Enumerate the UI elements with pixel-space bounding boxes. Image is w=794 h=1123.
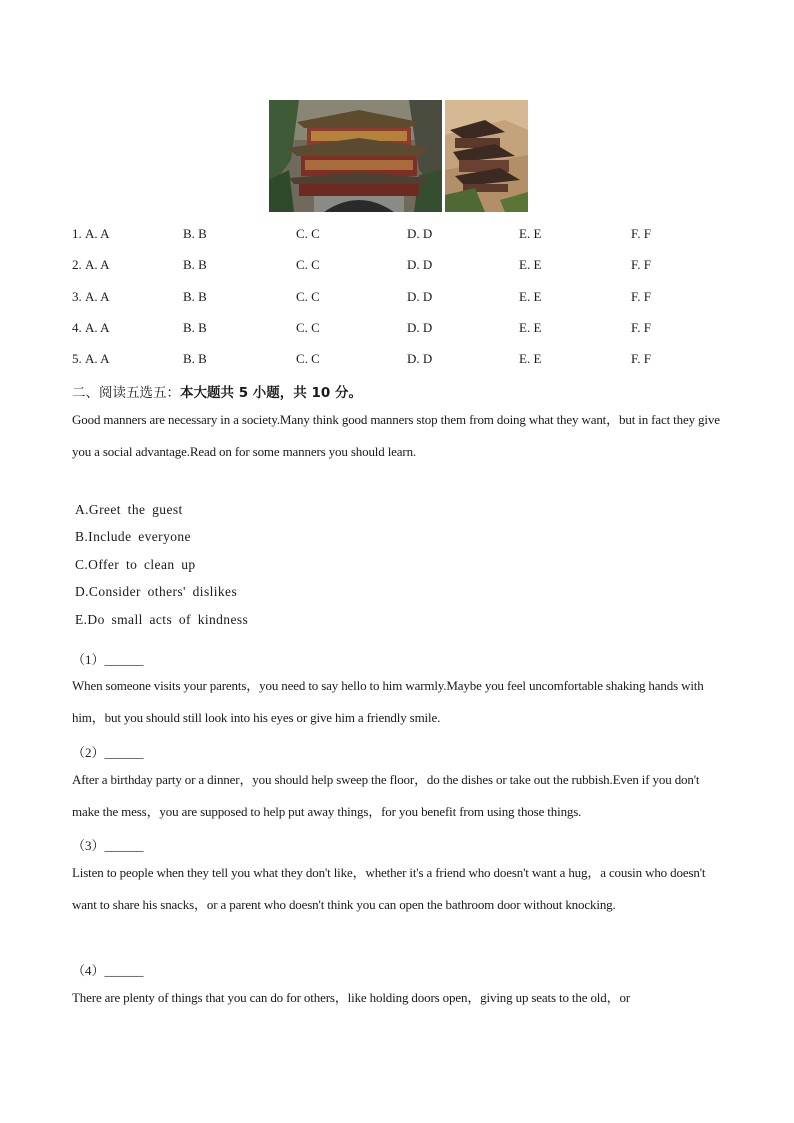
blank-2[interactable]: （2）______	[72, 745, 144, 760]
option-f[interactable]: F. F	[631, 257, 651, 272]
option-c[interactable]: C. C	[296, 226, 320, 241]
option-b[interactable]: B. B	[183, 320, 207, 335]
temple-bridge-photo	[269, 100, 442, 212]
option-d[interactable]: D. D	[407, 320, 433, 335]
choice-c: C.Offer to clean up	[75, 557, 196, 572]
blank-1[interactable]: （1）______	[72, 652, 144, 667]
option-b[interactable]: B. B	[183, 289, 207, 304]
option-d[interactable]: D. D	[407, 351, 433, 366]
option-f[interactable]: F. F	[631, 351, 651, 366]
option-a[interactable]: A. A	[85, 289, 110, 304]
passage-3: Listen to people when they tell you what they don't like，whether it's a friend who doesn't want a hug，a cousin who doesn't want to share his snacks，or a parent who doesn't think you can open the bathroom door without knocking.	[72, 865, 706, 912]
option-f[interactable]: F. F	[631, 226, 651, 241]
question-number: 5.	[72, 351, 82, 366]
section-title	[72, 381, 362, 401]
hanging-temple-photo	[445, 100, 528, 212]
passage-1: When someone visits your parents，you need to say hello to him warmly.Maybe you feel uncomfortable shaking hands with him，but you should still look into his eyes or give him a friendly smile.	[72, 678, 704, 725]
question-number: 2.	[72, 257, 82, 272]
option-a[interactable]: A. A	[85, 351, 110, 366]
options-row-1	[72, 226, 732, 246]
blank-4[interactable]: （4）______	[72, 963, 144, 978]
option-e[interactable]: E. E	[519, 351, 542, 366]
option-f[interactable]: F. F	[631, 320, 651, 335]
passage-4: There are plenty of things that you can do for others，like holding doors open，giving up seats to the old，or	[72, 990, 631, 1005]
option-a[interactable]: A. A	[85, 257, 110, 272]
question-number: 1.	[72, 226, 82, 241]
option-d[interactable]: D. D	[407, 226, 433, 241]
option-a[interactable]: A. A	[85, 320, 110, 335]
choice-b: B.Include everyone	[75, 529, 191, 544]
option-b[interactable]: B. B	[183, 226, 207, 241]
option-f[interactable]: F. F	[631, 289, 651, 304]
intro-paragraph: Good manners are necessary in a society.Many think good manners stop them from doing what they want，but in fact they give you a social advantage.Read on for some manners you should learn.	[72, 412, 720, 459]
option-e[interactable]: E. E	[519, 226, 542, 241]
choice-a: A.Greet the guest	[75, 502, 183, 517]
option-e[interactable]: E. E	[519, 289, 542, 304]
section-info: 本大题共 5 小题，共 10 分。	[180, 385, 362, 401]
choice-d: D.Consider others' dislikes	[75, 584, 238, 599]
option-e[interactable]: E. E	[519, 320, 542, 335]
blank-3[interactable]: （3）______	[72, 838, 144, 853]
option-a[interactable]: A. A	[85, 226, 110, 241]
question-number: 3.	[72, 289, 82, 304]
question-number: 4.	[72, 320, 82, 335]
option-c[interactable]: C. C	[296, 351, 320, 366]
choice-e: E.Do small acts of kindness	[75, 612, 249, 627]
options-row-4	[72, 320, 732, 340]
option-e[interactable]: E. E	[519, 257, 542, 272]
option-c[interactable]: C. C	[296, 320, 320, 335]
options-row-3	[72, 289, 732, 309]
options-row-5	[72, 351, 732, 371]
section-prefix: 二、阅读五选五：	[72, 385, 180, 401]
option-d[interactable]: D. D	[407, 289, 433, 304]
option-c[interactable]: C. C	[296, 257, 320, 272]
option-d[interactable]: D. D	[407, 257, 433, 272]
passage-2: After a birthday party or a dinner，you should help sweep the floor，do the dishes or take out the rubbish.Even if you don't make the mess，you are supposed to help put away things，for you benefit from using those things.	[72, 772, 700, 819]
option-b[interactable]: B. B	[183, 257, 207, 272]
option-b[interactable]: B. B	[183, 351, 207, 366]
option-c[interactable]: C. C	[296, 289, 320, 304]
options-row-2	[72, 257, 732, 277]
